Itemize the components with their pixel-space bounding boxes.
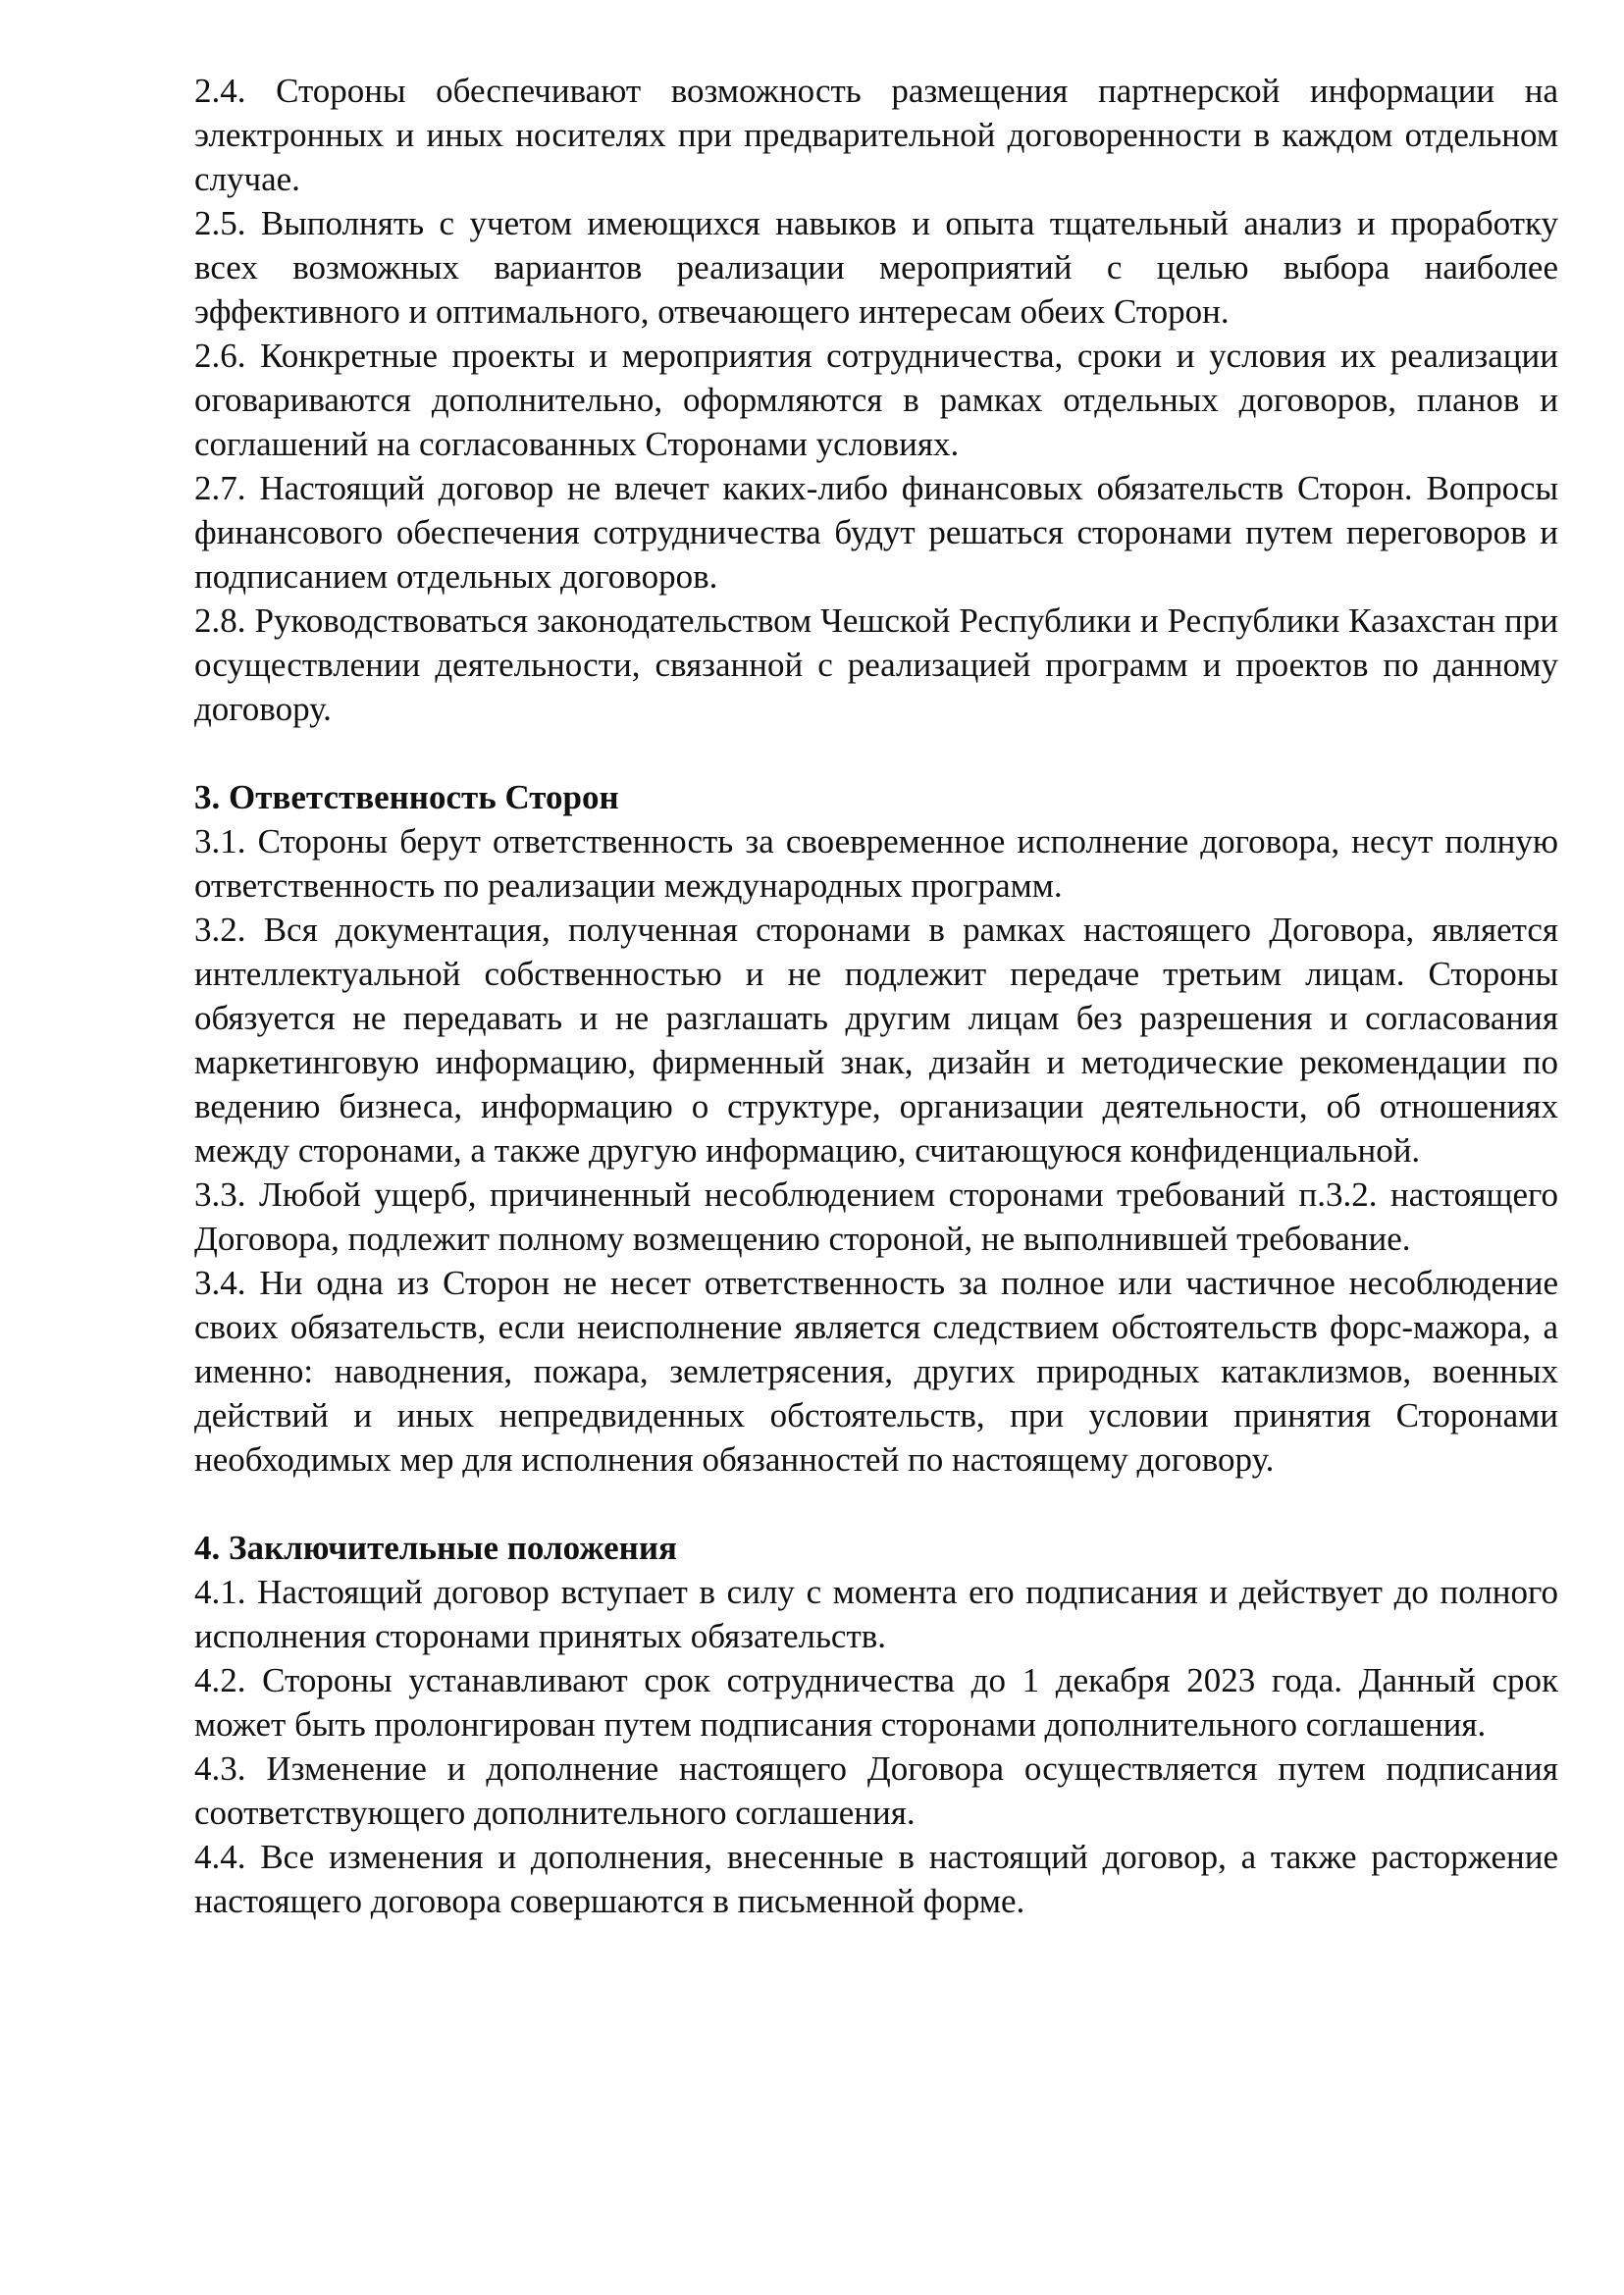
- paragraph-4-1: 4.1. Настоящий договор вступает в силу с момента его подписания и действует до полного исполнения сторонами принятых обязательств.: [194, 1573, 1558, 1655]
- section-3-heading: 3. Ответственность Сторон: [194, 778, 619, 816]
- section-4-heading: 4. Заключительные положения: [194, 1529, 677, 1567]
- paragraph-2-7: 2.7. Настоящий договор не влечет каких-либо финансовых обязательств Сторон. Вопросы финансового обеспечения сотрудничества будут решаться сторонами путем переговоров и подписанием отдельных договоров.: [194, 469, 1558, 596]
- paragraph-2-6: 2.6. Конкретные проекты и мероприятия сотрудничества, сроки и условия их реализации оговариваются дополнительно, оформляются в рамках отдельных договоров, планов и соглашений на согласованных Сторонами условиях.: [194, 337, 1558, 463]
- document-page: [194, 69, 1558, 1923]
- paragraph-2-4: 2.4. Стороны обеспечивают возможность размещения партнерской информации на электронных и иных носителях при предварительной договоренности в каждом отдельном случае.: [194, 72, 1558, 198]
- paragraph-2-5: 2.5. Выполнять с учетом имеющихся навыков и опыта тщательный анализ и проработку всех возможных вариантов реализации мероприятий с целью выбора наиболее эффективного и оптимального, отвечающего интересам обеих Сторон.: [194, 204, 1558, 331]
- paragraph-3-2: 3.2. Вся документация, полученная сторонами в рамках настоящего Договора, является интеллектуальной собственностью и не подлежит передаче третьим лицам. Стороны обязуется не передавать и не разглашать другим лицам без разрешения и согласования маркетинговую информацию, фирменный знак, дизайн и методические рекомендации по ведению бизнеса, информацию о структуре, организации деятельности, об отношениях между сторонами, а также другую информацию, считающуюся конфиденциальной.: [194, 911, 1558, 1170]
- paragraph-4-4: 4.4. Все изменения и дополнения, внесенные в настоящий договор, а также расторжение настоящего договора совершаются в письменной форме.: [194, 1838, 1558, 1920]
- paragraph-2-8: 2.8. Руководствоваться законодательством Чешской Республики и Республики Казахстан при осуществлении деятельности, связанной с реализацией программ и проектов по данному договору.: [194, 601, 1558, 728]
- paragraph-4-3: 4.3. Изменение и дополнение настоящего Договора осуществляется путем подписания соответствующего дополнительного соглашения.: [194, 1749, 1558, 1832]
- paragraph-3-4: 3.4. Ни одна из Сторон не несет ответственность за полное или частичное несоблюдение своих обязательств, если неисполнение является следствием обстоятельств форс-мажора, а именно: наводнения, пожара, землетрясения, других природных катаклизмов, военных действий и иных непредвиденных обстоятельств, при условии принятия Сторонами необходимых мер для исполнения обязанностей по настоящему договору.: [194, 1264, 1558, 1479]
- paragraph-3-3: 3.3. Любой ущерб, причиненный несоблюдением сторонами требований п.3.2. настоящего Договора, подлежит полному возмещению стороной, не выполнившей требование.: [194, 1175, 1558, 1258]
- paragraph-4-2: 4.2. Стороны устанавливают срок сотрудничества до 1 декабря 2023 года. Данный срок может быть пролонгирован путем подписания сторонами дополнительного соглашения.: [194, 1661, 1558, 1744]
- paragraph-3-1: 3.1. Стороны берут ответственность за своевременное исполнение договора, несут полную ответственность по реализации международных программ.: [194, 822, 1558, 905]
